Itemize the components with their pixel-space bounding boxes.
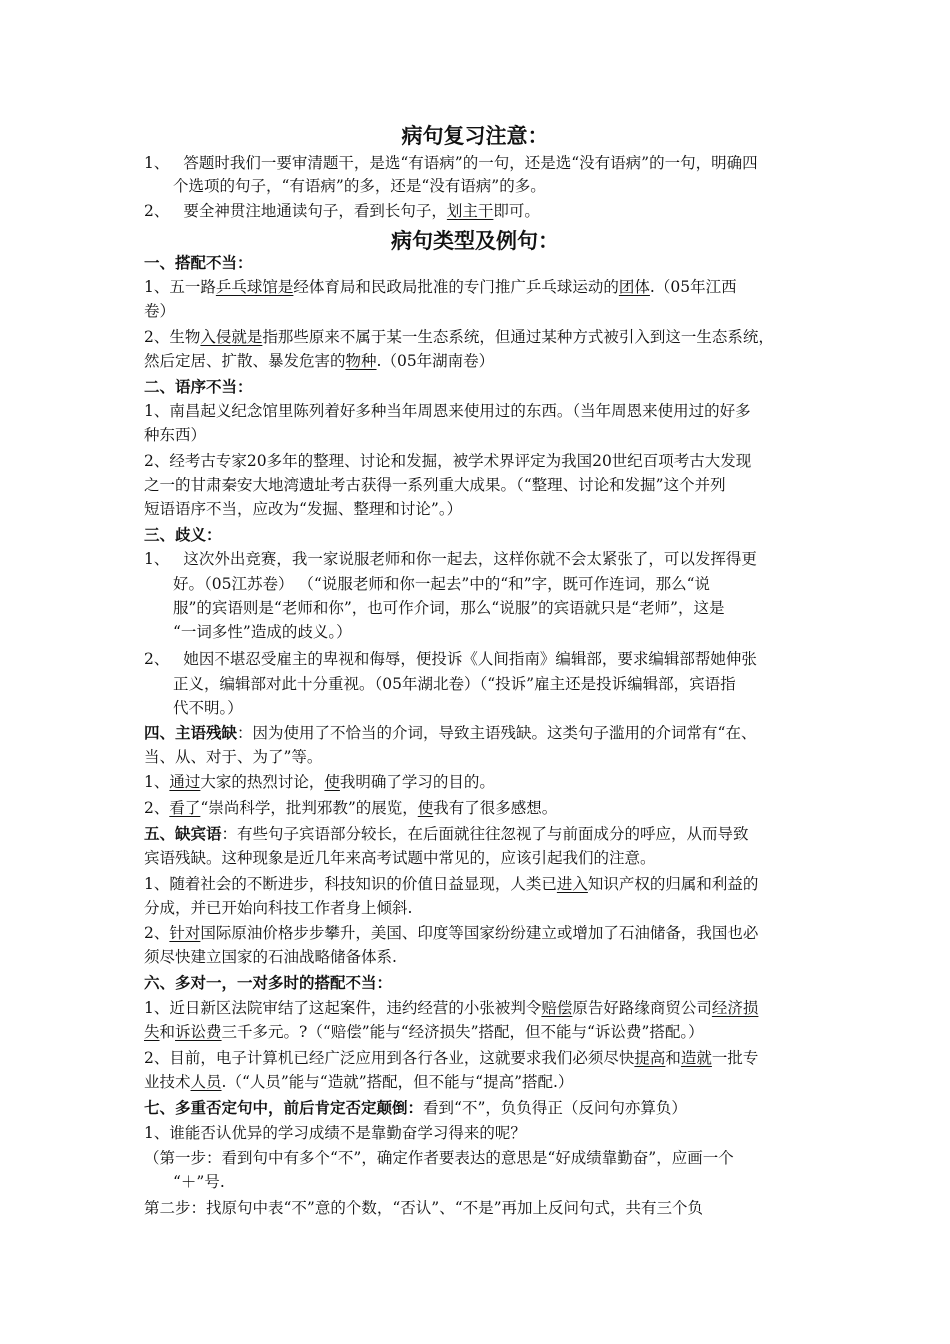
s1-e2-u1: 入侵 [200,328,232,346]
tip-2-number: 2、 [144,202,170,220]
s5-e1-a: 1、随着社会的不断进步，科技知识的价值日益显现，人类已 [144,875,557,893]
s3-e2-line-3: 代不明。） [173,699,243,717]
s1-example-2-line-1 [144,326,814,348]
tip-2-underlined: 划主干 [446,202,494,220]
s4-e1-u1: 通过 [169,773,201,791]
section-5-heading: 五、缺宾语 [144,825,222,843]
s3-e1-line-2: 好。（05江苏卷） （“说服老师和你一起去”中的“和”字，既可作连词，那么“说 [173,575,711,593]
s6-e2-u3: 人员 [190,1073,222,1091]
s3-e2-line-2: 正义，编辑部对此十分重视。（05年湖北卷）（“投诉”雇主还是投诉编辑部，宾语指 [173,675,736,693]
s6-e2-a: 2、目前，电子计算机已经广泛应用到各行各业，这就要求我们必须尽快 [144,1049,635,1067]
s6-e1-line-2 [144,1021,814,1043]
s1-e1-b: 经体育局和民政局批准的专门推广乒乓球运动的 [293,278,619,296]
s5-e1-line-1 [144,873,814,895]
section-4-heading: 四、主语残缺 [144,724,238,742]
s2-e2-line-3: 短语语序不当，应改为“发掘、整理和讨论”。） [144,500,463,518]
s7-step2-line: 第二步：找原句中表“不”意的个数，“否认”、“不是”再加上反问句式，共有三个负 [144,1199,704,1217]
s1-example-2-line-2 [144,350,814,372]
s3-e1-text: 这次外出竞赛，我一家说服老师和你一起去，这样你就不会太紧张了，可以发挥得更 [183,550,757,568]
s4-e2-a: 2、 [144,799,170,817]
section-7-desc: 看到“不”，负负得正（反问句亦算负） [423,1099,687,1117]
s1-e1-c: .（05年江西 [649,278,737,296]
s7-step1-line-1: （第一步：看到句中有多个“不”，确定作者要表达的意思是“好成绩靠勤奋”，应画一个 [144,1149,734,1167]
s5-e2-line-1 [144,922,814,944]
s6-e1-b: 原告好路缘商贸公司 [572,999,712,1017]
section-2-heading: 二、语序不当： [144,378,253,396]
s2-e1-line-1: 1、南昌起义纪念馆里陈列着好多种当年周恩来使用过的东西。（当年周恩来使用过的好多 [144,402,751,420]
s4-e1-c: 我明确了学习的目的。 [339,773,495,791]
s4-e2-line [144,797,814,819]
section-3-heading: 三、歧义： [144,526,222,544]
section-4-heading-line [144,722,814,744]
s5-e2-a: 2、 [144,924,170,942]
s6-e1-line-1 [144,997,814,1019]
s1-e1-a: 1、五一路 [144,278,216,296]
s5-e2-line-2: 须尽快建立国家的石油战略储备体系. [144,948,397,966]
tip-2-line [144,200,814,222]
s3-e1-number: 1、 [144,550,170,568]
s4-e1-u2: 使 [324,773,340,791]
s1-example-1-line-2: 卷） [144,302,176,320]
s2-e2-line-1: 2、经考古专家20多年的整理、讨论和发掘，被学术界评定为我国20世纪百项考古大发现 [144,452,752,470]
s6-e1-u3: 失 [144,1023,160,1041]
s4-e2-b: “崇尚科学，批判邪教”的展览， [200,799,418,817]
s4-e2-u1: 看了 [169,799,201,817]
tip-1-text: 答题时我们一要审清题干，是选“有语病”的一句，还是选“没有语病”的一句，明确四 [183,154,758,172]
s4-e1-a: 1、 [144,773,170,791]
s6-e2-line-1 [144,1047,814,1069]
s6-e1-u4: 诉讼费 [175,1023,222,1041]
tip-2-text-end: 即可。 [493,202,540,220]
s4-e2-u2: 使 [417,799,434,817]
tip-1-number: 1、 [144,154,170,172]
s5-e1-u: 进入 [556,875,588,893]
s6-e2-b: 和 [665,1049,681,1067]
s6-e1-c: 和 [159,1023,176,1041]
s1-e2-a: 2、生物 [144,328,201,346]
page-title-review-notes: 病句复习注意： [401,124,549,148]
s5-e2-u: 针对 [169,924,201,942]
s6-e1-a: 1、近日新区法院审结了这起案件，违约经营的小张被判令 [144,999,542,1017]
s6-e2-u2: 造就 [680,1049,712,1067]
section-5-heading-line [144,823,814,845]
s4-e2-c: 我有了很多感想。 [433,799,558,817]
s6-e2-line-2 [144,1071,814,1093]
section-7-heading: 七、多重否定句中，前后肯定否定颠倒： [144,1099,424,1117]
s1-e1-u1: 乒乓球馆是 [215,278,294,296]
s1-e2-u2: 物种 [345,352,377,370]
s1-e2-e: .（05年湖南卷） [376,352,495,370]
s6-e2-u1: 提高 [634,1049,666,1067]
section-5-desc-line-2: 宾语残缺。这种现象是近几年来高考试题中常见的，应该引起我们的注意。 [144,849,656,867]
tip-2-text: 要全神贯注地通读句子，看到长句子， [183,202,447,220]
section-4-desc: ：因为使用了不恰当的介词，导致主语残缺。这类句子滥用的介词常有“在、 [237,724,757,742]
s6-e1-u1: 赔偿 [541,999,573,1017]
tip-1-line-2: 个选项的句子，“有语病”的多，还是“没有语病”的多。 [173,177,546,195]
s7-step1-line-2: “＋”号. [173,1173,225,1191]
tip-1-line-1 [144,152,814,174]
s2-e2-line-2: 之一的甘肃秦安大地湾遗址考古获得一系列重大成果。（“整理、讨论和发掘”这个并列 [144,476,726,494]
s3-e2-text: 她因不堪忍受雇主的卑视和侮辱，便投诉《人间指南》编辑部，要求编辑部帮她伸张 [183,650,757,668]
s5-e1-line-2: 分成，并已开始向科技工作者身上倾斜. [144,899,413,917]
section-6-heading: 六、多对一，一对多时的搭配不当： [144,974,393,992]
s6-e2-d: 业技术 [144,1073,191,1091]
s1-example-1-line-1 [144,276,814,298]
s1-e1-u2: 团体 [618,278,650,296]
page-title-types-examples: 病句类型及例句： [391,229,559,253]
s3-e1-line-3: 服”的宾语则是“老师和你”，也可作介词，那么“说服”的宾语就只是“老师”，这是 [173,599,725,617]
s5-e2-b: 国际原油价格步步攀升，美国、印度等国家纷纷建立或增加了石油储备，我国也必 [200,924,759,942]
s3-e2-number: 2、 [144,650,170,668]
s4-e1-line [144,771,814,793]
s2-e1-line-2: 种东西） [144,426,207,444]
s3-e1-line-1 [144,548,814,570]
section-4-desc-line-2: 当、从、对于、为了”等。 [144,748,323,766]
section-1-heading: 一、搭配不当： [144,254,253,272]
section-7-heading-line [144,1097,814,1119]
s7-e1-line: 1、谁能否认优异的学习成绩不是靠勤奋学习得来的呢？ [144,1124,526,1142]
s3-e1-line-4: “一词多性”造成的歧义。） [173,623,352,641]
s5-e1-b: 知识产权的归属和利益的 [587,875,759,893]
s6-e1-u2: 经济损 [711,999,759,1017]
s1-e2-d: 然后定居、扩散、暴发危害的 [144,352,346,370]
s4-e1-b: 大家的热烈讨论， [200,773,325,791]
s6-e1-d: 三千多元。?（“赔偿”能与“经济损失”搭配，但不能与“诉讼费”搭配。） [221,1023,704,1041]
s6-e2-e: .（“人员”能与“造就”搭配，但不能与“提高”搭配.） [221,1073,574,1091]
s3-e2-line-1 [144,648,814,670]
s1-e2-b: 就是 [231,328,263,346]
section-5-desc: ：有些句子宾语部分较长，在后面就往往忽视了与前面成分的呼应，从而导致 [221,825,749,843]
s6-e2-c: 一批专 [711,1049,759,1067]
s1-e2-c: 指那些原来不属于某一生态系统，但通过某种方式被引入到这一生态系统， [262,328,774,346]
